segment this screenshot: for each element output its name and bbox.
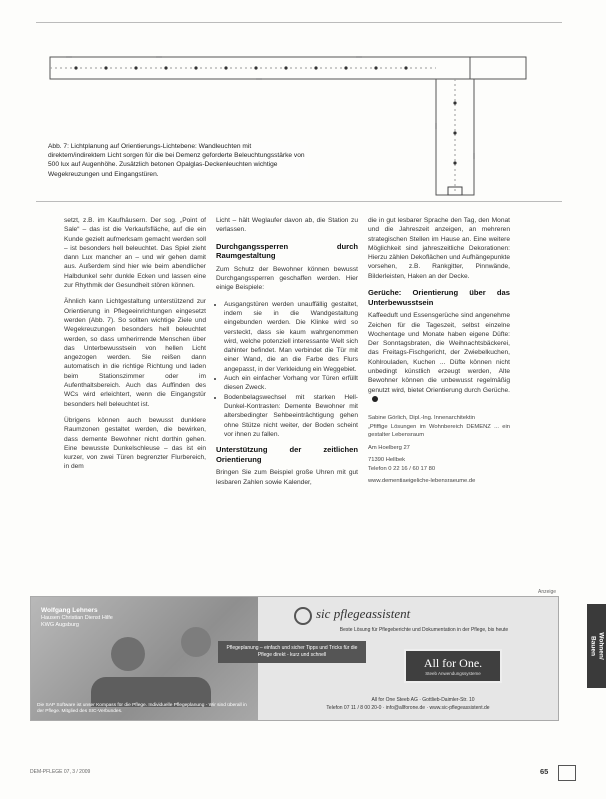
list-item: • Auch ein einfacher Vorhang vor Türen erfüllt diesen Zweck. (224, 374, 358, 393)
paragraph: Ähnlich kann Lichtgestaltung unterstützend zur Orientierung in Pflegeeinrichtungen eingesetzt werden (Abb. 7). So sollten wichtige Ziele und Wegekreuzungen besonders hell beleuchtet werden, so dass umherirrende Menschen über das Unterbewusstsein von hellen Licht angezogen werden. Sie reißen dann automatisch in die richtige Richtung und laden beim Stationszimmer oder im Aufenthaltsbereich. Auch das Auffinden des WCs wird erleichtert, wenn die Eingangstür besonders hell beleuchtet ist. (64, 298, 206, 408)
ad-person-sub: Hausen Christian Dienst Hilfe (41, 615, 113, 621)
paragraph: Übrigens können auch bewusst dunklere Raumzonen gestaltet werden, die bewirken, dass demente Bewohner nicht dorthin gehen. Eine bewusste Dunkelschleuse – das ist ein kurzer, von zwei Türen begrenzter Flurbereich, in dem (64, 416, 206, 471)
end-mark-icon (372, 396, 378, 402)
journal-reference: DEM-PFLEGE 07, 3 / 2009 (30, 769, 91, 775)
brand-logo-icon (294, 607, 312, 625)
author-phone: Telefon 0 22 16 / 60 17 80 (368, 465, 436, 472)
brand-name: sic pflegeassistent (316, 606, 411, 621)
ad-contact-line: All for One Steeb AG · Gottlieb-Daimler-Str. 10 (371, 697, 475, 703)
paragraph: Bringen Sie zum Beispiel große Uhren mit gut lesbaren Zahlen sowie Kalender, (216, 469, 358, 486)
article-column-3 (368, 216, 510, 486)
list-item: • Bodenbelagswechsel mit starken Hell-Dunkel-Kontrasten: Demente Bewohner mit altersbedingter Sehbeeinträchtigung gehen ohne Stütze nicht weiter, der Boden scheint vor ihnen zu fallen. (224, 393, 358, 439)
badge-subtitle: Steeb Anwendungssysteme (425, 671, 481, 676)
paragraph-text: Kaffeeduft und Essensgerüche sind angenehme Zeichen für die Tageszeit, selbst einzelne Wochentage und Monate haben eigene Düfte: Der Sonntagsbraten, die Weihnachtsbäckerei, das Freitags-Fischgericht, der Zwiebelkuchen, Kohlrouladen, Kuchen ... Düfte können nicht unbedingt künstlich erzeugt werden, Alte Bewohner können die unbewusst regelmäßig genutzt wird, bietet Orientierung durch Gerüche. (368, 312, 510, 394)
person-head-icon (181, 627, 211, 657)
section-heading: Unterstützung der zeitlichen Orientierung (216, 445, 358, 464)
badge-box (404, 649, 502, 683)
paragraph: Licht – hält Weglaufer davon ab, die Station zu verlassen. (216, 217, 358, 234)
bullet-list (216, 300, 358, 439)
person-head-icon (111, 637, 145, 671)
section-tab-label: Wohnen/ Bauen (589, 632, 604, 660)
paragraph (368, 311, 510, 404)
corridor-vertical (436, 79, 474, 195)
magazine-logo-icon (558, 765, 576, 781)
advertisement[interactable] (30, 596, 559, 721)
brand-subtitle: Beste Lösung für Pflegeberichte und Dokumentation in der Pflege, bis heute (339, 627, 509, 633)
figure-caption: Abb. 7: Lichtplanung auf Orientierungs-Lichtebene: Wandleuchten mit direktem/indirektem Licht sorgen für die bei Demenz geforderte Beleuchtungsstärke von 500 lux auf Augenhöhe. Zusätzlich betonen Opalglas-Deckenleuchten wichtige Wegekreuzungen und Eingangstüren. (48, 142, 308, 179)
article-column-1 (64, 216, 206, 479)
paragraph: Zum Schutz der Bewohner können bewusst Durchgangssperren geschaffen werden. Hier einige Beispiele: (216, 265, 358, 292)
author-city: 71390 Hellbek (368, 457, 406, 464)
ad-callout: Pflegeplanung – einfach und sicher Tipps und Tricks für die Pflege direkt - kurz und schnell (218, 641, 366, 663)
paragraph: die in gut lesbarer Sprache den Tag, den Monat und die Jahreszeit anzeigen, an mehreren strategischen Stellen im Hause an. Eine weitere Möglichkeit sind jahreszeitliche Dekorationen: Hierzu zählen Dekoflächen und Aufhängepunkte vorsehen, z.B. Rankgitter, Pinnwände, Bilderleisten, Haken an der Decke. (368, 217, 510, 280)
paragraph: setzt, z.B. im Kaufhäusern. Der sog. „Point of Sale“ – das ist die Verkaufsfläche, auf die ein Kunde gezielt aufmerksam gemacht werden soll – ist besonders hell beleuchtet. Das Spiel zieht dann Lux mancher an – und wir gehen damit aus. Außerdem sind hier wie beim abendlicher Halbdunkel sehr dunkle Ecken und lassen eine zur Rhythmik der Gesundheit stören können. (64, 217, 206, 290)
author-org: „Pfiffige Lösungen im Wohnbereich DEMENZ ... ein gestalter Lebensraum (368, 423, 510, 439)
section-tab (587, 604, 606, 688)
author-address: Am Hoelberg 27 (368, 444, 410, 451)
author-name: Sabine Görlich, Dipl.-Ing. Innenarchitektin (368, 415, 475, 422)
ad-person-city: KWG Augsburg (41, 622, 79, 628)
author-box (368, 414, 510, 486)
ad-label: Anzeige (538, 589, 557, 595)
ad-contact-line: Telefon 07 11 / 8 00 20-0 · info@allforone.de · www.sic-pflegeassistent.de (326, 705, 490, 711)
page-number: 65 (540, 767, 549, 776)
section-heading: Gerüche: Orientierung über das Unterbewusstsein (368, 288, 510, 307)
page-footer (30, 765, 576, 785)
ad-footer-text: Die SAP Software ist unser Kompass für die Pflege. Individuelle Pflegeplanung - Wir sind überall in der Pflege. Mitglied des SIC-Verbundes. (37, 703, 247, 714)
article-column-2 (216, 216, 358, 494)
ad-content (226, 597, 558, 720)
ad-person-name: Wolfgang Lehners (41, 607, 98, 614)
corridor-end (470, 57, 526, 79)
list-item: • Ausgangstüren werden unauffällig gestaltet, indem sie in die Wandgestaltung eingebunden werden. Die Klinke wird so versteckt, dass sie kaum wahrgenommen wird, welche potenziell interessante Welt sich dahinter befindet. Man verbindet die Tür mit einer Wand, die an die Farbe des Flurs angepasst, in der Verkleidung ein Weggebiet. (224, 300, 358, 374)
badge-text: All for One. (423, 656, 483, 670)
author-website[interactable]: www.dementiaeigeliche-lebensraeume.de (368, 478, 476, 485)
section-heading: Durchgangssperren durch Raumgestaltung (216, 241, 358, 261)
